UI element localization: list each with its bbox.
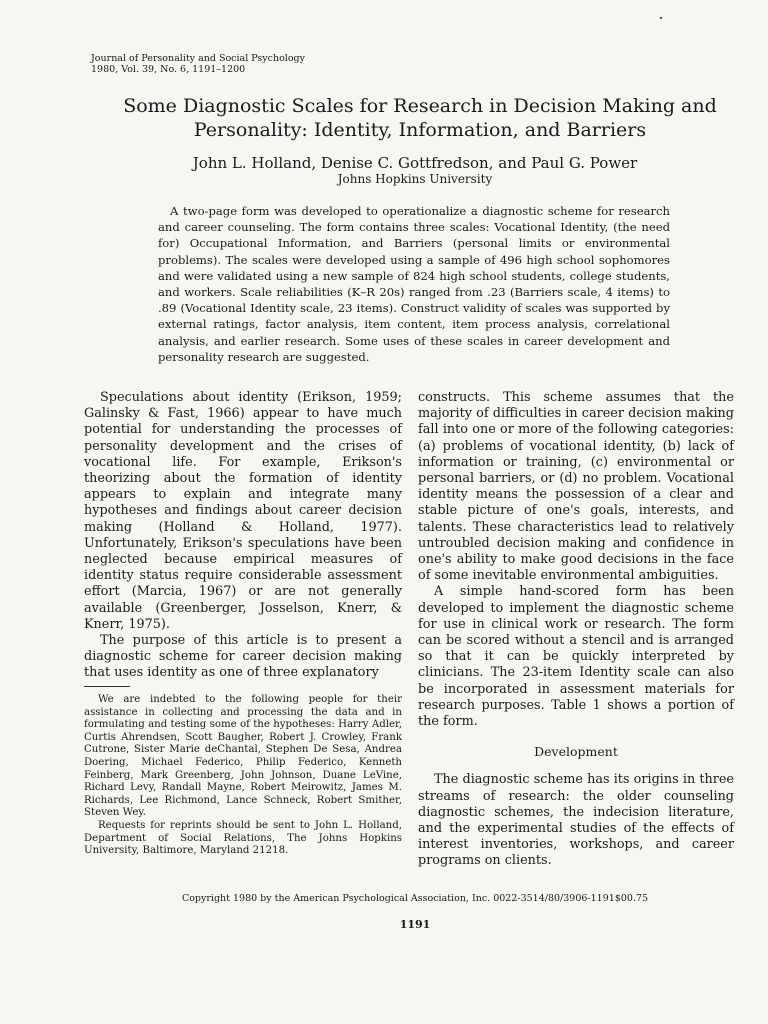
journal-volume: 1980, Vol. 39, No. 6, 1191–1200 bbox=[91, 64, 246, 75]
author-list: John L. Holland, Denise C. Gottfredson, and Paul G. Power bbox=[192, 154, 638, 172]
left-column bbox=[84, 390, 402, 682]
section-heading: Development bbox=[534, 744, 618, 760]
right-column bbox=[418, 390, 734, 870]
journal-citation bbox=[91, 53, 305, 75]
page-number: 1191 bbox=[399, 918, 431, 931]
intro-paragraph-1: Speculations about identity (Erikson, 1959; Galinsky & Fast, 1966) appear to have much potential for understanding the processes of personality development and the crises of vocational life. For example, Erikson's theorizing about the formation of identity appears to explain and integrate many hypotheses and findings about career decision making (Holland & Holland, 1977). Unfortunately, Erikson's speculations have been neglected because empirical measures of identity status require considerable assessment effort (Marcia, 1967) or are not generally available (Greenberger, Josselson, Knerr, & Knerr, 1975). bbox=[84, 390, 402, 632]
body-paragraph-3: The diagnostic scheme has its origins in three streams of research: the older counseling diagnostic schemes, the indecision literature, and the experimental studies of the effects of interest inventories, workshops, and career programs on clients. bbox=[418, 772, 734, 869]
abstract: A two-page form was developed to operationalize a diagnostic scheme for research and career counseling. The form contains three scales: Vocational Identity, (the need for) Occupational Information, and Barriers (personal limits or environmental problems). The scales were developed using a sample of 496 high school sophomores and were validated using a new sample of 824 high school students, college students, and workers. Scale reliabilities (K–R 20s) ranged from .23 (Barriers scale, 4 items) to .89 (Vocational Identity scale, 23 items). Construct validity of scales was supported by external ratings, factor analysis, item content, item process analysis, correlational analysis, and earlier research. Some uses of these scales in career development and personality research are suggested. bbox=[158, 204, 670, 364]
reprint-request: Requests for reprints should be sent to John L. Holland, Department of Social Relations, The Johns Hopkins University, Baltimore, Maryland 21218. bbox=[84, 819, 402, 857]
body-paragraph-2: A simple hand-scored form has been developed to implement the diagnostic scheme for use in clinical work or research. The form can be scored without a stencil and is arranged so that it can be quickly interpreted by clinicians. The 23-item Identity scale can also be incorporated in assessment materials for research purposes. Table 1 shows a portion of the form. bbox=[418, 584, 734, 730]
footnote-divider bbox=[84, 686, 130, 687]
journal-name: Journal of Personality and Social Psychology bbox=[91, 53, 306, 64]
intro-paragraph-2: The purpose of this article is to present a diagnostic scheme for career decision making that uses identity as one of three explanatory bbox=[84, 633, 402, 681]
scan-speck bbox=[660, 17, 662, 19]
copyright-line: Copyright 1980 by the American Psychological Association, Inc. 0022-3514/80/3906-1191$00.75 bbox=[181, 893, 649, 904]
footnote bbox=[84, 694, 402, 858]
body-paragraph-1: constructs. This scheme assumes that the majority of difficulties in career decision making fall into one or more of the following categories: (a) problems of vocational identity, (b) lack of information or training, (c) environmental or personal barriers, or (d) no problem. Vocational identity means the possession of a clear and stable picture of one's goals, interests, and talents. These characteristics lead to relatively untroubled decision making and confidence in one's ability to make good decisions in the face of some inevitable environmental ambiguities. bbox=[418, 390, 734, 584]
article-title: Some Diagnostic Scales for Research in Decision Making and Personality: Identity, Information, and Barriers bbox=[123, 95, 717, 141]
acknowledgments: We are indebted to the following people for their assistance in collecting and processing the data and in formulating and testing some of the hypotheses: Harry Adler, Curtis Ahrendsen, Scott Baugher, Robert J. Crowley, Frank Cutrone, Sister Marie deChantal, Stephen De Sesa, Andrea Doering, Michael Federico, Philip Federico, Kenneth Feinberg, Mark Greenberg, John Johnson, Duane LeVine, Richard Levy, Randall Mayne, Robert Meirowitz, James M. Richards, Lee Richmond, Lance Schneck, Robert Smither, Steven Wey. bbox=[84, 694, 402, 819]
affiliation: Johns Hopkins University bbox=[337, 172, 493, 186]
